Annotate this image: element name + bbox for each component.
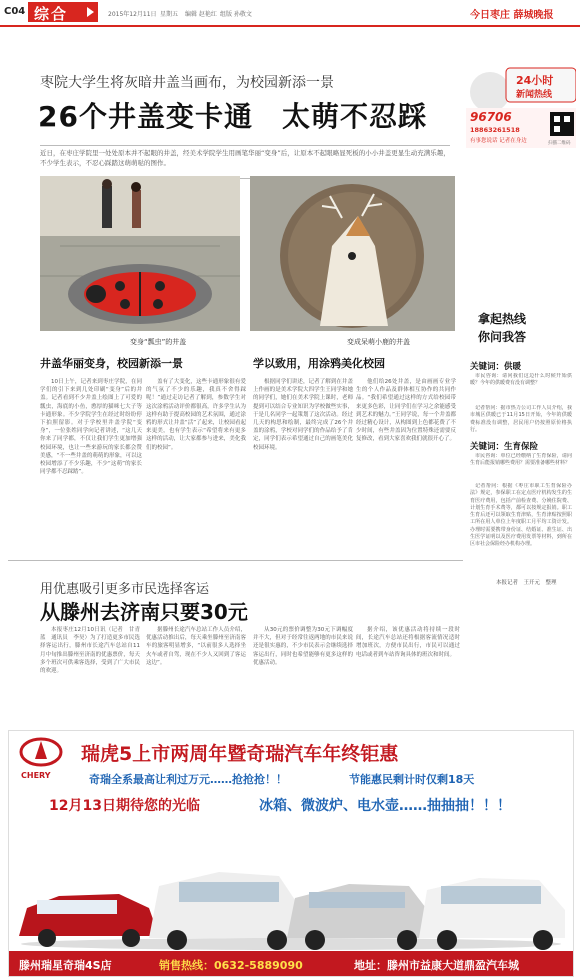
car-lineup — [9, 826, 573, 951]
masthead — [0, 0, 580, 26]
deer-manhole-photo — [250, 176, 455, 331]
sidebar-keyword1: 关键词：供暖 — [470, 362, 522, 372]
photo1-caption: 变身“瓢虫”的井盖 — [130, 338, 187, 346]
ad-line2: 节能惠民剩计时仅剩18天 — [349, 773, 475, 786]
section-arrow-icon — [87, 7, 94, 17]
chery-logo-icon — [17, 737, 65, 771]
editor-credit: 编辑 赵艳红 — [185, 11, 217, 18]
ladybug-manhole-drawing — [40, 176, 240, 331]
sidebar-answer2: 记者帮问：根据《枣庄市职工生育保险办法》规定，参保职工在定点医疗机构发生的生育医疗费用，包括产前检查费、分娩住院费、计划生育手术费等，都可以按规定报销。职工生育后还可以领取生育津贴，生育津贴按照职工所在用人单位上年度职工月平均工资计发。办理时需要携带身份证、结婚证、准生证、出生医学证明以及医疗费用发票等材料，到所在区市社会保险经办机构办理。 — [470, 483, 572, 548]
ladybug-manhole-photo — [40, 176, 240, 331]
sidebar-answer1: 记者帮问：据市热力公司工作人员介绍，我市城区供暖已于11月15日开始，今年的供暖费标准没有调整，居民用户仍按照原价格执行。 — [470, 405, 572, 433]
qr-label: 扫描二维码 — [548, 141, 571, 146]
article1-subhead2: 学以致用，用涂鸦美化校园 — [253, 357, 385, 370]
hotline-subtitle: 新闻热线 — [516, 90, 553, 100]
sidebar-cta1: 拿起热线 — [478, 312, 527, 326]
photo2-caption: 变成呆萌小鹿的井盖 — [347, 338, 410, 346]
article1-subhead1: 井盖华丽变身，校园新添一景 — [40, 357, 183, 370]
article2-col2: 据滕州长途汽车总站工作人员介绍，优惠活动推出后，每天乘坐滕州至济南客车的旅客明显增多，“以前很多人选择坐火车或者自驾，现在不少人又回到了客运这边”。 — [146, 627, 246, 666]
ad-brand: CHERY — [21, 771, 51, 780]
paper-slogan: 今日枣庄 薛城晚报 — [470, 10, 554, 21]
hotline-phone: 18863261518 — [470, 126, 520, 134]
deer-manhole-drawing — [250, 176, 455, 331]
hotline-title: 24小时 — [516, 74, 554, 87]
article1-summary: 近日，在枣庄学院里一处处原本并不起眼的井盖，经美术学院学生用画笔华丽“变身”后，让原本不起眼略显死板的小小井盖更显生动充满乐趣，不少学生表示，不忍心踩踏这萌萌哒的图作。 — [40, 145, 450, 179]
ad-line1: 奇瑞全系最高让利过万元……抢抢抢！！ — [89, 773, 287, 786]
article2-col3: 从30元的票价调整为30元下调幅度并不大，但对于经常往返两地的市民来说还是很实惠的，不少市民表示会继续选择客运出行，同时也希望能够有更多这样的优惠活动。 — [253, 627, 353, 666]
article1-col1: 10日上午，记者来到枣庄学院，在同学们的引下来到几处印刷“变身”后的井盖。记者看到不少井盖上绘图上了可爱的瓢虫，海底的小鱼，憨厚的猫咪七大子等卡通形象。不少学院学生在经过时纷纷停下拍照留影。对于学校里井盖学院“变身”，一位张姓同学向记者讲述，“这几天你来了同学都，不仅让我们学生更加增强校园环境，也让一些来游玩的家长都会赞美感，“不一些井盖的萌萌的形象，可以这校园增添了不少乐趣，不少“这萌”的家长同学都不忍踩踏”。 — [40, 379, 142, 476]
article2-kicker: 用优惠吸引更多市民选择客运 — [40, 582, 210, 597]
page-number: C04 — [4, 6, 26, 17]
sidebar-keyword2: 关键词：生育保险 — [470, 442, 539, 452]
hotline-number: 96706 — [470, 110, 512, 124]
article2-col1: 本报枣庄12月10日讯（记者 甘青蓝 通讯员 李昊）为了打造更多市民选择客运出行，滕州市长途汽车总站自11月中旬推出滕州至济南的优惠票价，每天多个班次可供乘客选择，受到了广大市民的欢迎。 — [40, 627, 140, 675]
hotline-slogan: 有事您说话 记者在身边 — [470, 138, 527, 144]
article2-headline: 从滕州去济南只要30元 — [40, 600, 248, 624]
issue-weekday: 星期五 — [160, 11, 179, 18]
article1-col3: 根据同学们讲述，记者了解到在井盖上作画的是美术学院大四学生王同学和她的同学们，她们在美术学院上课时，老师提到可以结合专业知识为学校做些实事，于是几名同学一起策划了这次活动。经过几天的构思和绘制，最终完成了26个井盖的涂鸦，学校对同学们的作品给予了肯定，同学们表示希望通过自己的画笔美化校园环境。 — [253, 379, 353, 451]
ad-title: 瑞虎5上市两周年暨奇瑞汽车年终钜惠 — [81, 743, 399, 765]
sidebar-question2: 市民咨询：单位已经缴纳了生育保险，请问生育后能报销哪些费用？需要准备哪些材料？ — [470, 453, 572, 467]
ad-store: 滕州瑞星奇瑞4S店 — [19, 959, 112, 972]
article1-kicker: 枣院大学生将灰暗井盖当画布，为校园新添一景 — [40, 75, 334, 91]
article1-col4: 他们给26处井盖，是由画画专业学生的个人作品及群体相互协作的共同作品。“我们希望通过这样的方式给校园带来更多色彩，让同学们在学习之余能感受到艺术的魅力。”王同学说，每一个井盖都经过精心设计，从构图到上色都花费了不少时间，有些井盖因为位置特殊还需要反复修改，看到大家喜欢我们就很开心了。 — [356, 379, 456, 443]
ad-date-line: 12月13日期待您的光临 — [49, 798, 200, 814]
article2-col4: 据介绍，该优惠活动将持续一段时间，长途汽车总站还将根据客流情况适时增加班次，方便市民出行，市民可以通过电话或者到车站咨询具体的班次和时间。 — [356, 627, 460, 658]
sidebar-credit: 本报记者 王开元 整理 — [496, 580, 557, 586]
chery-advertisement — [8, 730, 574, 977]
hotline-sidebar — [466, 60, 576, 590]
article1-headline: 26个井盖变卡通 太萌不忍踩 — [38, 100, 427, 133]
header-rule — [0, 25, 580, 27]
designer-credit: 组版 孙敬文 — [220, 11, 252, 18]
ad-gifts: 冰箱、微波炉、电水壶……抽抽抽！！！ — [259, 798, 511, 814]
sidebar-cta2: 你问我答 — [478, 330, 527, 344]
article1-col2: 盖有了大变化，这些卡通形象很有爱的气氛了不少的乐趣，我真不舍得踩呢！”通过走访记者了解到，参数学生对这次涂鸦活动评价都很高，许多学生认为这样有助于提高校园的艺术氛围，通过涂鸦的形式让井盖“活”了起来，让校园看起来更美，也有学生表示“希望将来有更多这样的活动，让大家都参与进来，美化我们的校园”。 — [146, 379, 246, 451]
ad-address: 地址：滕州市益康大道鼎盈汽车城 — [354, 959, 519, 972]
section-title: 综合 — [34, 5, 69, 23]
ad-hotline: 销售热线：0632-5889090 — [159, 959, 303, 972]
sidebar-question1: 市民咨询：请问我们这边什么时候开始供暖？今年的供暖费有没有调整？ — [470, 373, 572, 387]
issue-date: 2015年12月11日 — [108, 11, 157, 18]
article-divider — [8, 560, 463, 561]
